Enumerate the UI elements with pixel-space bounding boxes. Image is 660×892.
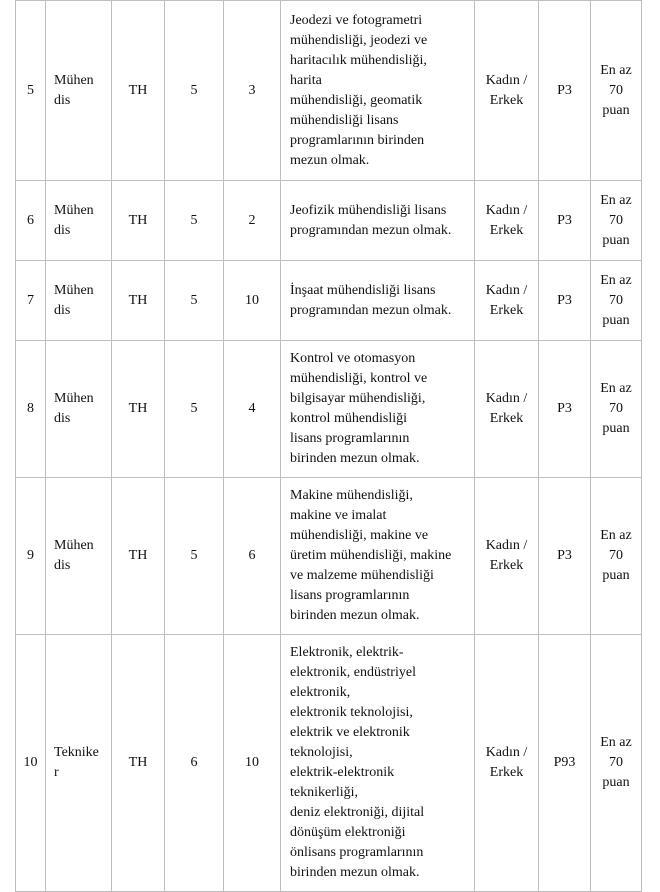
position-level: 5 <box>165 1 224 181</box>
row-number: 5 <box>16 1 46 181</box>
position-type: TH <box>112 261 165 341</box>
position-count: 10 <box>224 261 281 341</box>
unit-title: Mühendis <box>46 341 112 478</box>
gender: Kadın / Erkek <box>475 261 539 341</box>
table-row <box>16 181 642 261</box>
positions-table <box>15 0 642 892</box>
table-row <box>16 261 642 341</box>
position-level: 5 <box>165 261 224 341</box>
position-level: 5 <box>165 341 224 478</box>
qualification-text: Makine mühendisliği, makine ve imalat mühendisliği, makine ve üretim mühendisliği, makine ve malzeme mühendisliği lisans programlarının birinden mezun olmak. <box>281 478 475 635</box>
unit-title: Mühendis <box>46 478 112 635</box>
table-row <box>16 1 642 181</box>
min-score: En az 70 puan <box>591 635 642 892</box>
min-score: En az 70 puan <box>591 181 642 261</box>
row-number: 8 <box>16 341 46 478</box>
qualification-text: Jeofizik mühendisliği lisans programından mezun olmak. <box>281 181 475 261</box>
position-type: TH <box>112 478 165 635</box>
gender: Kadın / Erkek <box>475 478 539 635</box>
min-score: En az 70 puan <box>591 1 642 181</box>
position-level: 5 <box>165 181 224 261</box>
position-count: 10 <box>224 635 281 892</box>
table-row <box>16 478 642 635</box>
min-score: En az 70 puan <box>591 261 642 341</box>
qualification-text: Elektronik, elektrik- elektronik, endüstriyel elektronik, elektronik teknolojisi, elektrik ve elektronik teknolojisi, elektrik-elektronik teknikerliği, deniz elektroniği, dijital dönüşüm elektroniği önlisans programlarının birinden mezun olmak. <box>281 635 475 892</box>
kpss-type: P3 <box>539 341 591 478</box>
gender: Kadın / Erkek <box>475 341 539 478</box>
min-score: En az 70 puan <box>591 478 642 635</box>
unit-title: Mühendis <box>46 181 112 261</box>
position-count: 3 <box>224 1 281 181</box>
kpss-type: P3 <box>539 181 591 261</box>
gender: Kadın / Erkek <box>475 181 539 261</box>
position-type: TH <box>112 181 165 261</box>
row-number: 7 <box>16 261 46 341</box>
qualification-text: İnşaat mühendisliği lisans programından mezun olmak. <box>281 261 475 341</box>
unit-title: Mühendis <box>46 1 112 181</box>
min-score: En az 70 puan <box>591 341 642 478</box>
table-row <box>16 635 642 892</box>
position-type: TH <box>112 1 165 181</box>
kpss-type: P3 <box>539 1 591 181</box>
unit-title: Tekniker <box>46 635 112 892</box>
position-level: 6 <box>165 635 224 892</box>
kpss-type: P3 <box>539 261 591 341</box>
kpss-type: P3 <box>539 478 591 635</box>
row-number: 10 <box>16 635 46 892</box>
gender: Kadın / Erkek <box>475 635 539 892</box>
gender: Kadın / Erkek <box>475 1 539 181</box>
table-row <box>16 341 642 478</box>
position-count: 2 <box>224 181 281 261</box>
position-count: 4 <box>224 341 281 478</box>
kpss-type: P93 <box>539 635 591 892</box>
qualification-text: Kontrol ve otomasyon mühendisliği, kontrol ve bilgisayar mühendisliği, kontrol mühendisliği lisans programlarının birinden mezun olmak. <box>281 341 475 478</box>
unit-title: Mühendis <box>46 261 112 341</box>
position-level: 5 <box>165 478 224 635</box>
row-number: 9 <box>16 478 46 635</box>
position-type: TH <box>112 635 165 892</box>
position-type: TH <box>112 341 165 478</box>
position-count: 6 <box>224 478 281 635</box>
row-number: 6 <box>16 181 46 261</box>
qualification-text: Jeodezi ve fotogrametri mühendisliği, jeodezi ve haritacılık mühendisliği, harita mühendisliği, geomatik mühendisliği lisans programlarının birinden mezun olmak. <box>281 1 475 181</box>
